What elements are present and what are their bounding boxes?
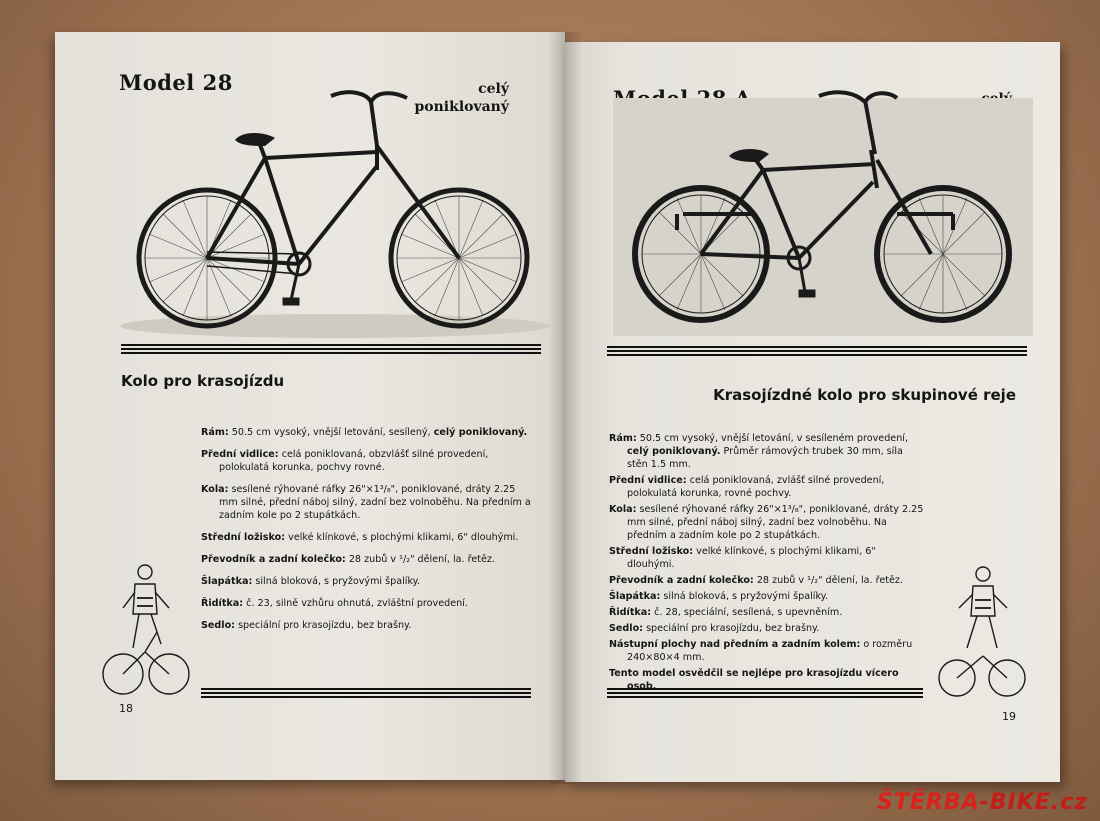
spec-item [609,622,925,635]
spec-item [201,426,531,439]
bicycle-illustration [115,82,555,344]
spec-item [609,606,925,619]
spec-bold-tail: celý poniklovaný. [627,446,721,457]
page-number: 19 [1002,710,1016,723]
spec-text: velké klínkové, s plochými klikami, 6" dlouhými. [288,532,519,543]
subtitle: Krasojízdné kolo pro skupinové reje [713,386,1016,404]
spec-text: celá poniklovaná, zvlášť silné provedení, polokulatá korunka, rovné pochvy. [627,475,885,499]
spec-text: sesílené rýhované ráfky 26"×1³/₈", poniklované, dráty 2.25 mm silné, přední náboj silný, zadní bez volnoběhu. Na předním a zadním kole po 2 stupátkách. [627,504,924,541]
model-title: Model 28 [119,70,233,95]
spec-text: 50.5 cm vysoký, vnější letování, sesílený, [231,427,434,438]
spec-label: Šlapátka: [201,576,253,587]
spec-label: Rám: [609,433,637,444]
spec-bold-tail: celý poniklovaný. [433,427,528,438]
spec-item [201,575,531,588]
spec-label: Převodník a zadní kolečko: [201,554,346,565]
spec-item [609,590,925,603]
spec-text: silná bloková, s pryžovými špalíky. [663,591,829,602]
spec-text: č. 28, speciální, sesílená, s upevněním. [654,607,843,618]
finish-line-1: celý [478,81,509,97]
spec-label: Přední vidlice: [201,449,279,460]
spec-list [609,432,925,696]
spec-label: Kola: [609,504,637,515]
spec-item [609,503,925,542]
spec-label: Řidítka: [609,607,652,618]
spec-label: Střední ložisko: [609,546,694,557]
watermark-logo [877,790,1088,815]
spec-label: Šlapátka: [609,591,661,602]
spec-label: Sedlo: [201,620,235,631]
spec-label: Řidítka: [201,598,244,609]
spec-text: sesílené rýhované ráfky 26"×1³/₈", poniklované, dráty 2.25 mm silné, přední náboj silný, zadní bez volnoběhu. Na předním a zadním kole po 2 stupátkách. [219,484,531,521]
finish-line-2: poniklovaný [414,99,509,115]
spec-text-after: Průměr rámových trubek 30 mm, síla stěn 1.5 mm. [627,446,903,470]
spec-label: Střední ložisko: [201,532,286,543]
spec-label: Rám: [201,427,229,438]
spec-note: Tento model osvědčil se nejlépe pro krasojízdu vícero osob. [609,668,899,692]
book-gutter [548,32,582,784]
spec-text: speciální pro krasojízdu, bez brašny. [646,623,820,634]
spec-item [609,474,925,500]
page-number: 18 [119,702,133,715]
spec-item [201,553,531,566]
rider-illustration [937,564,1029,704]
spec-text: silná bloková, s pryžovými špalíky. [255,576,421,587]
spec-item [201,483,531,522]
spec-text: 28 zubů v ¹/₂" dělení, la. řetěz. [756,575,903,586]
spec-text: č. 23, silně vzhůru ohnutá, zvláštní provedení. [246,598,468,609]
right-page [565,42,1060,782]
spec-text: o rozměru 240×80×4 mm. [627,639,913,663]
spec-label: Převodník a zadní kolečko: [609,575,754,586]
spec-text: 50.5 cm vysoký, vnější letování, v sesíleném provedení, [639,433,908,444]
spec-item [609,574,925,587]
spec-text: velké klínkové, s plochými klikami, 6" dlouhými. [627,546,876,570]
spec-label: Nástupní plochy nad předním a zadním kolem: [609,639,861,650]
spec-label: Přední vidlice: [609,475,687,486]
bicycle-illustration [613,90,1033,340]
spec-item [201,448,531,474]
spec-item [201,597,531,610]
spec-label: Sedlo: [609,623,643,634]
spec-text: speciální pro krasojízdu, bez brašny. [238,620,412,631]
watermark-part-2: -BIKE.cz [979,790,1088,815]
spec-list [201,426,531,641]
spec-item [201,619,531,632]
spec-item [609,545,925,571]
spec-label: Kola: [201,484,229,495]
watermark-part-1: ŠTĚRBA [877,790,980,815]
rider-illustration [99,562,191,702]
subtitle: Kolo pro krasojízdu [121,372,285,390]
spec-item [609,432,925,471]
spec-item [609,638,925,664]
spec-text: 28 zubů v ¹/₂" dělení, la. řetěz. [348,554,495,565]
spec-item [201,531,531,544]
spec-text: celá poniklovaná, obzvlášť silné provedení, polokulatá korunka, pochvy rovné. [219,449,489,473]
left-page [55,32,565,780]
